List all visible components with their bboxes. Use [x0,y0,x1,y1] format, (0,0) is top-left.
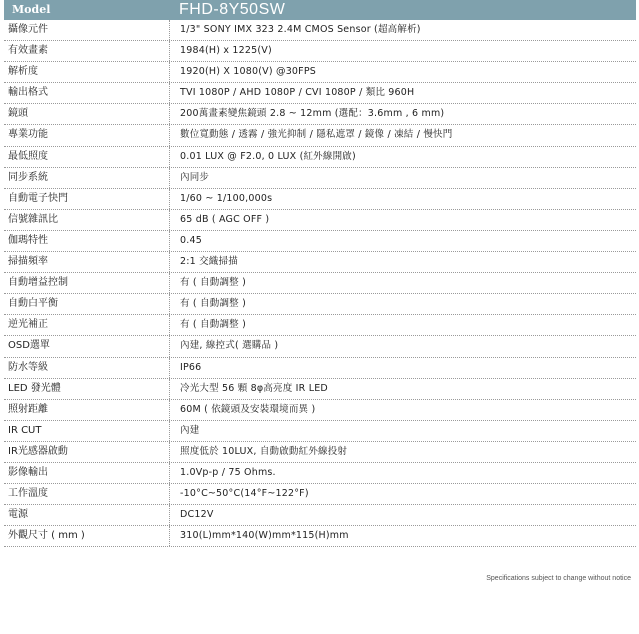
spec-label: 自動增益控制 [8,277,68,289]
spec-value: 冷光大型 56 顆 8φ高亮度 IR LED [169,379,636,399]
spec-rows [4,20,636,547]
spec-table [4,0,636,547]
spec-value: 有 ( 自動調整 ) [169,294,636,314]
spec-label: 工作溫度 [8,488,48,500]
spec-value: 照度低於 10LUX, 自動啟動紅外線投射 [169,442,636,462]
spec-row [4,125,636,146]
spec-label: 外觀尺寸 ( mm ) [8,530,85,542]
spec-label: 解析度 [8,66,38,78]
model-name: FHD-8Y50SW [179,1,286,18]
spec-row [4,62,636,83]
spec-value: 0.45 [169,231,636,251]
spec-row [4,484,636,505]
spec-row [4,294,636,315]
disclaimer: Specifications subject to change without notice [486,575,631,582]
spec-label: 照射距離 [8,403,48,415]
spec-value: 310(L)mm*140(W)mm*115(H)mm [169,526,636,546]
spec-row [4,442,636,463]
header-label: Model [12,3,51,16]
spec-row [4,189,636,210]
spec-row [4,231,636,252]
spec-row [4,526,636,547]
spec-label: 影像輸出 [8,466,48,478]
spec-value: 2:1 交織掃描 [169,252,636,272]
spec-row [4,147,636,168]
spec-row [4,168,636,189]
spec-row [4,20,636,41]
spec-value: 0.01 LUX @ F2.0, 0 LUX (紅外線開啟) [169,147,636,167]
spec-label: IR CUT [8,424,42,436]
spec-row [4,463,636,484]
spec-value: 65 dB ( AGC OFF ) [169,210,636,230]
spec-value: 內同步 [169,168,636,188]
spec-row [4,421,636,442]
spec-value: 數位寬動態 / 透霧 / 強光抑制 / 隱私遮罩 / 鏡像 / 凍結 / 慢快門 [169,125,636,145]
spec-label: 最低照度 [8,150,48,162]
spec-row [4,273,636,294]
spec-value: 1/3" SONY IMX 323 2.4M CMOS Sensor (超高解析) [169,20,636,40]
table-header [4,0,636,20]
spec-label: OSD選單 [8,340,50,352]
spec-row [4,358,636,379]
spec-value: IP66 [169,358,636,378]
spec-value: 有 ( 自動調整 ) [169,315,636,335]
spec-label: IR光感器啟動 [8,445,68,457]
spec-label: 同步系統 [8,171,48,183]
spec-label: 伽瑪特性 [8,234,48,246]
spec-value: 60M ( 依鏡頭及安裝環境而異 ) [169,400,636,420]
spec-row [4,104,636,125]
spec-label: 專業功能 [8,129,48,141]
spec-value: -10°C~50°C(14°F~122°F) [169,484,636,504]
spec-row [4,252,636,273]
spec-value: 1984(H) x 1225(V) [169,41,636,61]
spec-row [4,505,636,526]
spec-row [4,83,636,104]
spec-row [4,400,636,421]
spec-row [4,379,636,400]
spec-label: 自動白平衡 [8,298,58,310]
spec-label: 自動電子快門 [8,192,68,204]
spec-value: 1920(H) X 1080(V) @30FPS [169,62,636,82]
spec-value: 200萬畫素變焦鏡頭 2.8 ~ 12mm (選配：3.6mm , 6 mm) [169,104,636,124]
spec-value: DC12V [169,505,636,525]
spec-label: 有效畫素 [8,45,48,57]
spec-label: 攝像元件 [8,24,48,35]
spec-label: 輸出格式 [8,87,48,99]
spec-label: 信號雜訊比 [8,213,58,225]
spec-value: 內建, 線控式( 選購品 ) [169,336,636,356]
spec-value: 1.0Vp-p / 75 Ohms. [169,463,636,483]
spec-row [4,210,636,231]
spec-row [4,336,636,357]
spec-value: 有 ( 自動調整 ) [169,273,636,293]
spec-label: LED 發光體 [8,382,61,394]
spec-label: 掃描頻率 [8,256,48,268]
spec-label: 電源 [8,509,28,521]
spec-label: 鏡頭 [8,108,28,120]
spec-label: 防水等級 [8,361,48,373]
spec-value: 1/60 ~ 1/100,000s [169,189,636,209]
spec-value: TVI 1080P / AHD 1080P / CVI 1080P / 類比 960H [169,83,636,103]
spec-value: 內建 [169,421,636,441]
spec-row [4,41,636,62]
spec-label: 逆光補正 [8,319,48,331]
spec-row [4,315,636,336]
